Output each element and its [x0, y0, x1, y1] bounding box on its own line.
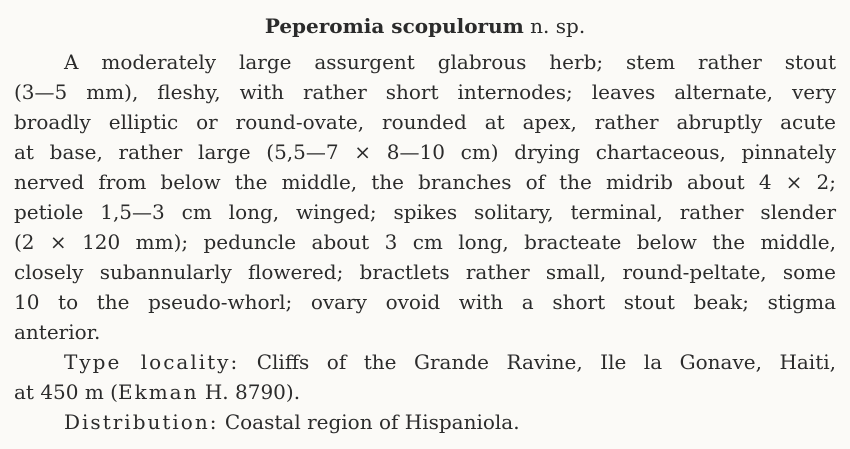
- distribution-text: Coastal region of Hispaniola.: [224, 410, 520, 434]
- taxon-name: Peperomia scopulorum: [264, 14, 524, 38]
- distribution-line: [64, 411, 836, 433]
- type-locality-label: Type locality:: [64, 350, 240, 374]
- description-line: at base, rather large (5,5—7 × 8—10 cm) drying chartaceous, pinnately: [14, 140, 836, 164]
- collector-name: Ekman: [117, 380, 199, 404]
- description-line: anterior.: [14, 320, 101, 344]
- type-locality-text: Cliffs of the Grande Ravine, Ile la Gonave, Haiti,: [256, 350, 836, 374]
- description-line: (3—5 mm), fleshy, with rather short internodes; leaves alternate, very: [14, 80, 836, 104]
- description-line: petiole 1,5—3 cm long, winged; spikes solitary, terminal, rather slender: [14, 200, 836, 224]
- specimen-number: H. 8790).: [204, 380, 301, 404]
- taxon-status: n. sp.: [530, 14, 586, 38]
- description-line: A moderately large assurgent glabrous herb; stem rather stout: [64, 50, 836, 74]
- description-line: 10 to the pseudo-whorl; ovary ovoid with a short stout beak; stigma: [14, 290, 836, 314]
- description-line: broadly elliptic or round-ovate, rounded at apex, rather abruptly acute: [14, 110, 836, 134]
- type-locality-continuation: [14, 381, 836, 403]
- type-locality-prefix: at 450 m (: [14, 380, 118, 404]
- distribution-label: Distribution:: [64, 410, 219, 434]
- species-title: [0, 15, 850, 37]
- type-locality-line: [64, 351, 836, 373]
- description-line: (2 × 120 mm); peduncle about 3 cm long, bracteate below the middle,: [14, 230, 836, 254]
- description-line: closely subannularly flowered; bractlets rather small, round-peltate, some: [14, 260, 836, 284]
- description-line: nerved from below the middle, the branches of the midrib about 4 × 2;: [14, 170, 836, 194]
